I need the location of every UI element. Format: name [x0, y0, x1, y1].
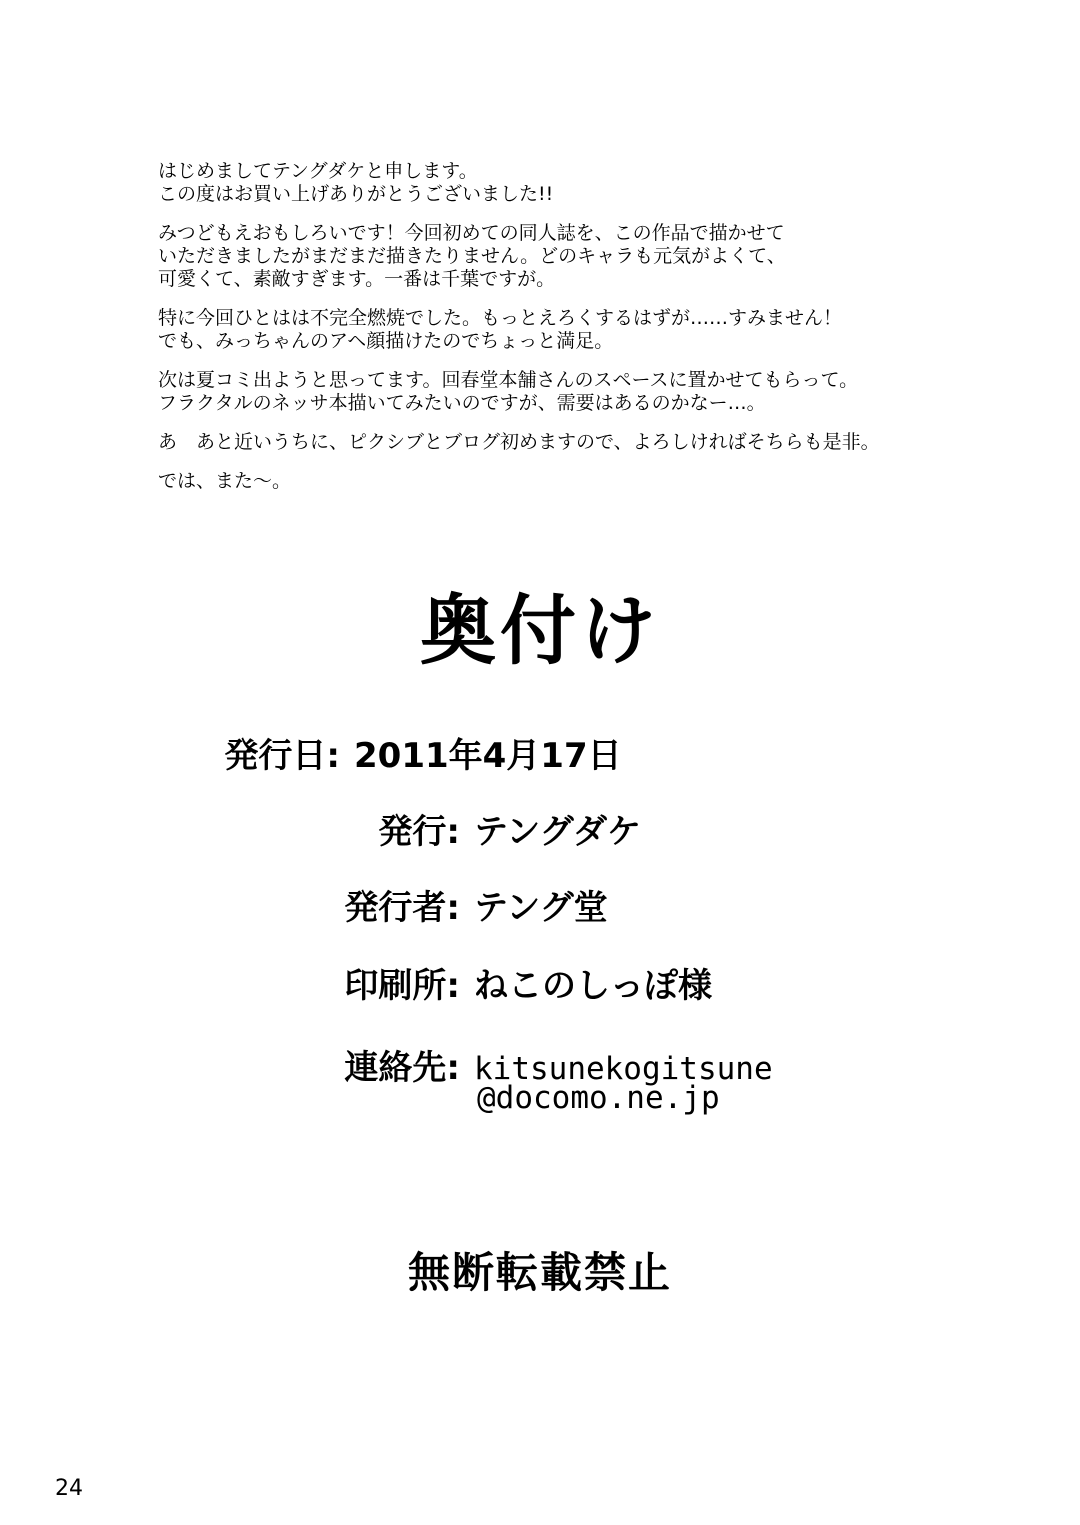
issue-date-label: 発行日: — [224, 736, 340, 776]
afterword-paragraph-5 — [158, 431, 978, 454]
issue-date-row — [160, 728, 622, 777]
contact-value-line1: kitsunekogitsune — [474, 1051, 773, 1087]
afterword-line: では、また〜。 — [158, 470, 292, 492]
afterword-text — [158, 160, 978, 509]
afterword-paragraph-4 — [158, 369, 978, 415]
publisher-value: テングダケ — [474, 812, 641, 852]
issuer-value: テング堂 — [474, 888, 608, 928]
afterword-line: この度はお買い上げありがとうございました!! — [158, 183, 554, 205]
afterword-line: フラクタルのネッサ本描いてみたいのですが、需要はあるのかなー…。 — [158, 392, 766, 414]
contact-value-line2: @docomo.ne.jp — [477, 1080, 720, 1116]
afterword-line: いただきましたがまだまだ描きたりません。どのキャラも元気がよくて、 — [158, 245, 786, 267]
issuer-row — [160, 880, 608, 929]
colophon-title: 奥付け — [420, 586, 660, 675]
printer-label: 印刷所: — [344, 966, 460, 1006]
publisher-label: 発行: — [378, 812, 460, 852]
afterword-paragraph-3 — [158, 307, 978, 353]
afterword-line: 次は夏コミ出ようと思ってます。回春堂本舗さんのスペースに置かせてもらって。 — [158, 369, 859, 391]
printer-value: ねこのしっぽ様 — [474, 966, 712, 1006]
afterword-line: 特に今回ひとはは不完全燃焼でした。もっとえろくするはずが……すみません！ — [158, 307, 843, 329]
issue-date-value: 2011年4月17日 — [354, 736, 622, 776]
afterword-paragraph-1 — [158, 160, 978, 206]
afterword-line: 可愛くて、素敵すぎます。一番は千葉ですが。 — [158, 268, 556, 290]
afterword-paragraph-6 — [158, 470, 978, 493]
afterword-line: でも、みっちゃんのアヘ顔描けたのでちょっと満足。 — [158, 330, 614, 352]
printer-row — [160, 958, 712, 1007]
contact-label: 連絡先: — [344, 1048, 460, 1088]
reprint-prohibited-notice: 無断転載禁止 — [407, 1248, 672, 1297]
afterword-line: みつどもえおもしろいです！今回初めての同人誌を、この作品で描かせて — [158, 222, 785, 244]
issuer-label: 発行者: — [344, 888, 460, 928]
page-number: 24 — [55, 1476, 83, 1501]
publisher-row — [160, 804, 641, 853]
afterword-line: はじめましてテングダケと申します。 — [158, 160, 478, 182]
afterword-line: あ あと近いうちに、ピクシブとブログ初めますので、よろしければそちらも是非。 — [158, 431, 880, 453]
afterword-paragraph-2 — [158, 222, 978, 291]
